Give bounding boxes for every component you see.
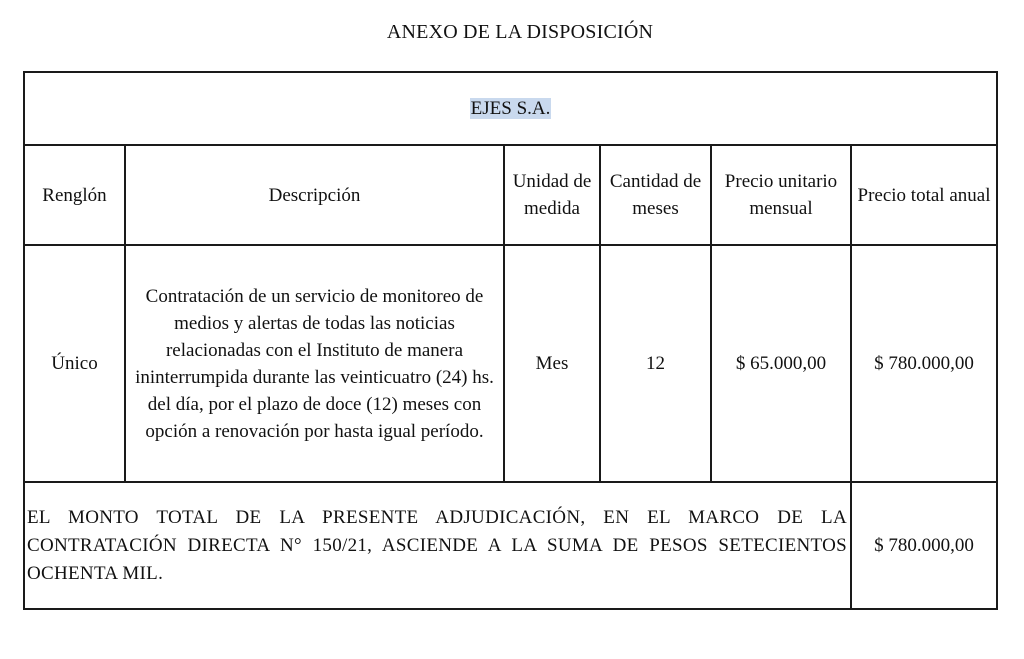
cell-cantidad: 12 <box>600 245 711 482</box>
header-precio-total: Precio total anual <box>851 145 997 245</box>
cell-precio-unitario: $ 65.000,00 <box>711 245 851 482</box>
header-row <box>24 145 997 245</box>
header-unidad-medida: Unidad de medida <box>504 145 600 245</box>
cell-descripcion: Contratación de un servicio de monitoreo de medios y alertas de todas las noticias relacionadas con el Instituto de manera ininterrumpida durante las veinticuatro (24) hs. del día, por el plazo de doce (12) meses con opción a renovación por hasta igual período. <box>125 245 504 482</box>
total-text: EL MONTO TOTAL DE LA PRESENTE ADJUDICACIÓN, EN EL MARCO DE LA CONTRATACIÓN DIRECTA N° 150/21, ASCIENDE A LA SUMA DE PESOS SETECIENTOS OCHENTA MIL. <box>24 482 851 609</box>
total-row <box>24 482 997 609</box>
company-cell <box>24 72 997 145</box>
cell-precio-total: $ 780.000,00 <box>851 245 997 482</box>
document-title: ANEXO DE LA DISPOSICIÓN <box>386 21 654 43</box>
cell-renglon: Único <box>24 245 125 482</box>
header-renglon: Renglón <box>24 145 125 245</box>
header-precio-unitario: Precio unitario mensual <box>711 145 851 245</box>
company-row <box>24 72 997 145</box>
total-amount: $ 780.000,00 <box>851 482 997 609</box>
header-cantidad-meses: Cantidad de meses <box>600 145 711 245</box>
table-row <box>24 245 997 482</box>
cell-unidad: Mes <box>504 245 600 482</box>
adjudication-table <box>23 71 998 610</box>
company-name[interactable]: EJES S.A. <box>470 98 551 119</box>
header-descripcion: Descripción <box>125 145 504 245</box>
